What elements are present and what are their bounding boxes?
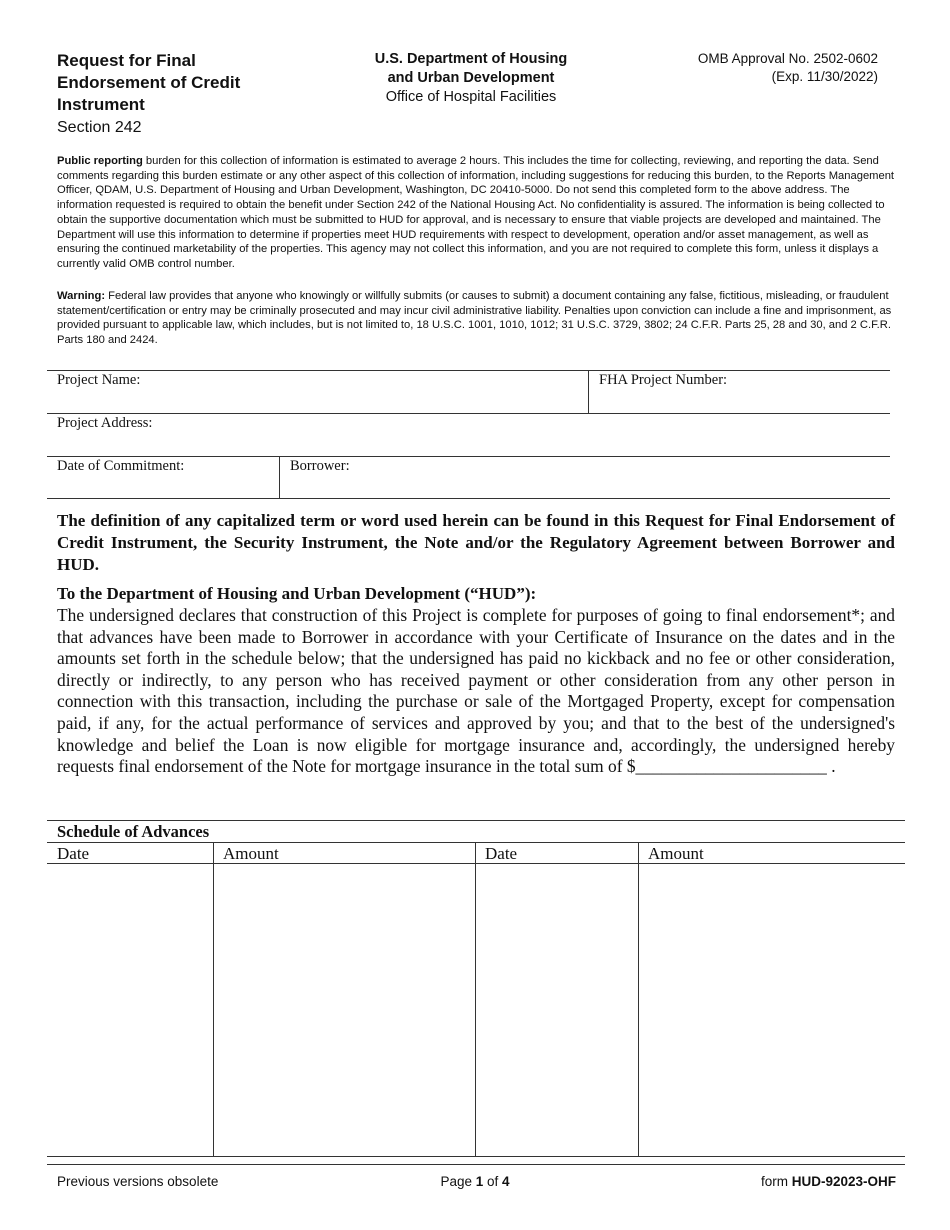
public-reporting-notice [57,154,897,272]
project-address-label: Project Address: [57,415,153,431]
project-address-field[interactable] [47,414,890,456]
omb-expiration: (Exp. 11/30/2022) [771,69,878,84]
project-address-row [47,413,890,456]
department-heading [330,50,612,107]
form-title [57,50,297,139]
schedule-header-row [47,842,905,864]
fha-project-number-field[interactable] [588,371,890,413]
page-mid: of [483,1174,503,1189]
warning-text: Federal law provides that anyone who knowingly or willfully submits (or causes to submit) a document containing any false, fictitious, misleading, or fraudulent statement/certification or entry may be criminally prosecuted and may incur civil administrative liability. Penalties upon conviction can include a fine and imprisonment, as provided pursuant to applicable law, which includes, but is not limited to, 18 U.S.C. 1001, 1010, 1012; 31 U.S.C. 3729, 3802; 24 C.F.R. Parts 25, 28 and 30, and 2 C.F.R. Parts 180 and 2424. [57,290,892,347]
date-of-commitment-label: Date of Commitment: [57,458,185,474]
warning-notice [57,289,897,348]
form-title-line: Endorsement of Credit [57,73,241,92]
page-indicator [300,1173,650,1191]
schedule-of-advances-table [47,820,905,1157]
project-fields [47,370,890,499]
schedule-entry-area[interactable] [47,864,905,1157]
borrower-label: Borrower: [290,458,350,474]
project-name-row [47,370,890,413]
column-divider [213,842,214,1157]
office-name: Office of Hospital Facilities [385,89,557,105]
form-title-line: Request for Final [57,51,196,70]
form-title-line: Instrument [57,95,145,114]
definition-statement: The definition of any capitalized term or word used herein can be found in this Request for Final Endorsement of Credit Instrument, the Security Instrument, the Note and/or the Regulatory Agreement between Borrower and HUD. [57,511,895,574]
page-total: 4 [502,1174,510,1189]
project-name-field[interactable] [47,371,588,413]
form-prefix: form [760,1174,792,1189]
column-divider [638,842,639,1157]
addressee-heading: To the Department of Housing and Urban Development (“HUD”): [57,584,537,603]
public-reporting-text: burden for this collection of information is estimated to average 2 hours. This includes the time for collecting, reviewing, and reporting the data. Send comments regarding this burden estimate or any other aspect of this collection of information, including suggestions for reducing this burden, to the Reports Management Officer, QDAM, U.S. Department of Housing and Urban Development, Washington, DC 20410-5000. Do not send this completed form to the above address. The information requested is required to obtain the benefit under Section 242 of the National Housing Act. No confidentiality is assured. The information is being collected to obtain the supportive documentation which must be submitted to HUD for approval, and is necessary to ensure that viable projects are developed and maintained. The Department will use this information to determine if properties meet HUD requirements with respect to development, operation and/or asset management, as well as ensuring the continued marketability of the properties. This agency may not collect this information, and you are not required to complete this form, unless it displays a currently valid OMB control number. [57,155,895,270]
footer-divider [47,1164,905,1165]
omb-approval-number: OMB Approval No. 2502-0602 [697,51,878,66]
form-number-value: HUD-92023-OHF [791,1174,896,1189]
department-name-line: U.S. Department of Housing [374,51,568,67]
declaration-text: The undersigned declares that construction of this Project is complete for purposes of going to final endorsement*; and that advances have been made to Borrower in accordance with your Certificate of Insurance on the dates and in the amounts set forth in the schedule below; that the undersigned has paid no kickback and no fee or other consideration, directly or indirectly, to any person who has received payment or other consideration from any other person in connection with this transaction, including the purchase or sale of the Mortgaged Property, except for compensation paid, if any, for the actual performance of services and approved by you; and that to the best of the undersigned's knowledge and belief the Loan is now eligible for mortgage insurance and, accordingly, the undersigned hereby requests final endorsement of the Note for mortgage insurance in the total sum of $______________________ . [57,605,895,777]
column-header-date: Date [485,844,518,863]
schedule-title: Schedule of Advances [47,820,905,842]
footer-obsolete-note: Previous versions obsolete [57,1174,219,1189]
column-header-amount: Amount [223,844,279,863]
warning-lead: Warning: [57,290,106,302]
borrower-field[interactable] [279,457,890,498]
department-name-line: and Urban Development [387,70,555,86]
date-of-commitment-field[interactable] [47,457,279,498]
omb-info [640,50,878,86]
form-number [600,1173,896,1191]
page-current: 1 [475,1174,484,1189]
project-name-label: Project Name: [57,372,141,388]
fha-project-number-label: FHA Project Number: [599,372,728,388]
section-label: Section 242 [57,119,142,136]
public-reporting-lead: Public reporting [57,155,143,167]
column-header-amount: Amount [648,844,704,863]
commitment-row [47,456,890,499]
column-header-date: Date [57,844,90,863]
page-prefix: Page [440,1174,476,1189]
column-divider [475,842,476,1157]
